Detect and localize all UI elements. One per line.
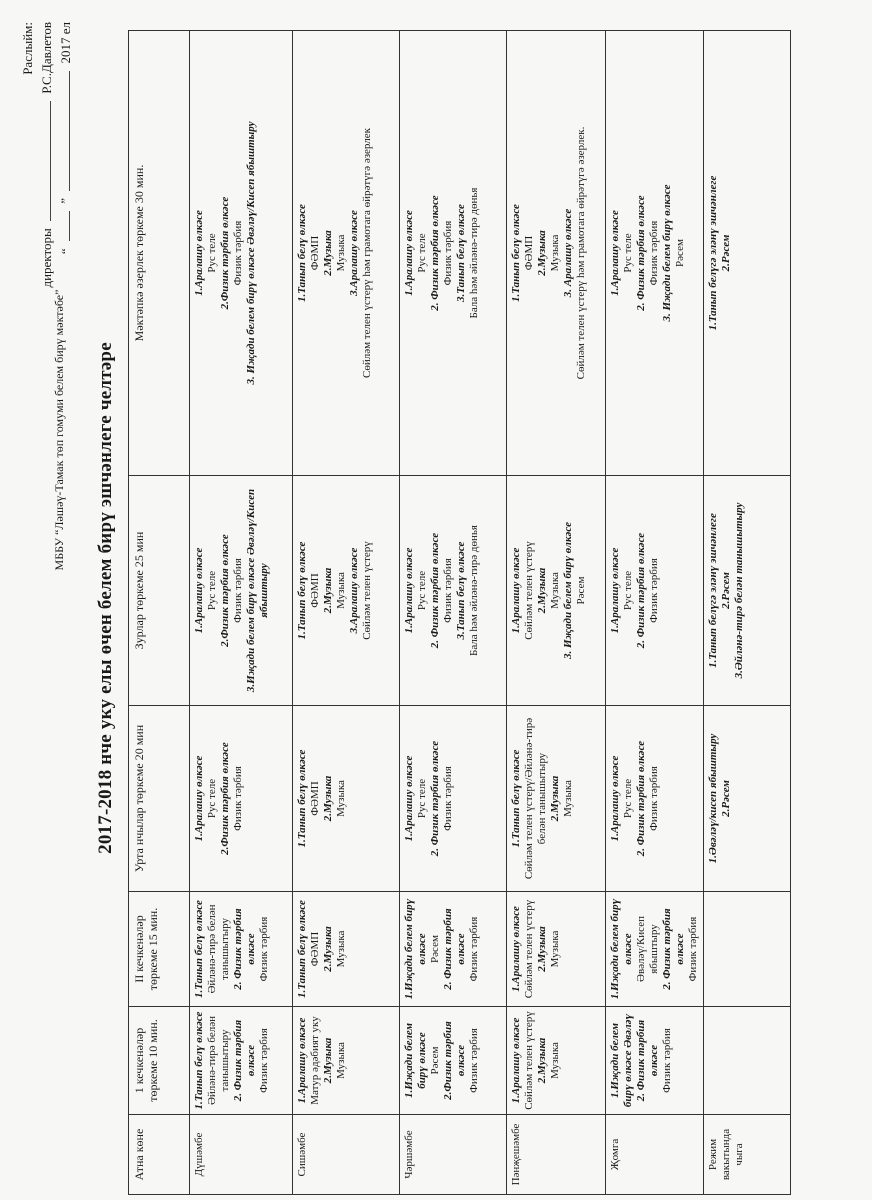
activity-line: Рус теле <box>622 570 634 611</box>
director-label: директоры <box>39 228 54 288</box>
activity-line: Сөйләм телен үстерү <box>523 899 535 999</box>
schedule-table <box>128 30 791 1195</box>
activity-line: Рус теле <box>622 233 634 273</box>
date-quote-close: ” <box>58 198 73 204</box>
weekday-label: Сишәмбе <box>296 1132 308 1177</box>
weekday-label: Чәршәмбе <box>403 1130 415 1179</box>
activity-line: Музыка <box>335 780 347 817</box>
header-group-5: Мәктәпкә әзерлек төркеме 30 мин. <box>129 31 190 476</box>
activity-line: Рус теле <box>206 778 218 819</box>
date-quote-open: “ <box>58 248 73 255</box>
table-row <box>400 31 507 1195</box>
activity-line: 2. Физик тәрбия өлкәсе <box>232 908 257 990</box>
activity-line: 2.Музыка <box>322 567 334 614</box>
activity-line: 1.Иҗади белем бирү өлкәсе <box>403 1023 428 1098</box>
schedule-cell-g2 <box>606 892 704 1007</box>
month-blank <box>69 71 70 191</box>
signature-blank <box>50 101 51 221</box>
activity-line: Физик тәрбия <box>442 766 454 831</box>
activity-line: 3.Аралашу өлкәсе <box>348 210 360 296</box>
activity-line: 3. Иҗади белем бирү өлкәсе <box>661 184 673 322</box>
day-blank <box>69 211 70 241</box>
activity-line: 1.Аралашу өлкәсе <box>403 755 415 842</box>
activity-line: 1.Танып белү өлкәсе <box>296 204 308 302</box>
schedule-cell-g4 <box>704 476 791 706</box>
activity-line: 1.Танып белү өлкәсе <box>296 749 308 848</box>
header-day: Атна көне <box>129 1115 190 1195</box>
activity-line: 2.Музыка <box>536 567 548 614</box>
activity-line: 1.Иҗади белем бирү өлкәсе <box>609 898 634 1000</box>
schedule-cell-g2 <box>400 892 507 1007</box>
activity-line: Сөйләм телен үстерү/Әйләнә-тирә белән танышытыру <box>523 717 548 880</box>
activity-line: 3. Иҗади белем бирү өлкәсе Әвәләү/Кисеп ябыштыру <box>245 121 257 385</box>
activity-line: 2.Рәсем <box>720 780 732 817</box>
table-row <box>190 31 293 1195</box>
activity-line: 1.Аралашу өлкәсе <box>510 906 522 992</box>
activity-line: ФӘМП <box>309 931 321 967</box>
activity-line: 2. Физик тәрбия өлкәсе <box>442 908 467 990</box>
activity-line: Музыка <box>549 572 561 609</box>
weekday-cell <box>704 1115 791 1195</box>
activity-line: Сөйләм телен үстерү һәм грамотага өйрәтүгә әзерлек. <box>575 126 587 380</box>
activity-line: 2. Физик тәрбия өлкәсе <box>635 195 647 311</box>
activity-line: Рәсем <box>429 935 441 963</box>
activity-line: 3.Танып белү өлкәсе <box>455 541 467 640</box>
activity-line: ФӘМП <box>309 781 321 816</box>
activity-line: Рәсем <box>575 576 587 605</box>
weekday-label: Дүшәмбе <box>193 1132 205 1177</box>
schedule-cell-g5 <box>190 31 293 476</box>
table-row <box>293 31 400 1195</box>
activity-line: Физик тәрбия <box>648 220 660 286</box>
activity-line: 2. Физик тәрбия өлкәсе <box>635 1019 660 1102</box>
schedule-cell-g4 <box>190 476 293 706</box>
activity-line: 1.Танып белү өлкәсе <box>510 204 522 302</box>
activity-line: 1.Иҗади белем бирү өлкәсе <box>403 898 428 1000</box>
schedule-cell-g5 <box>400 31 507 476</box>
activity-line: 1.Танып белү өлкәсе <box>296 900 308 998</box>
activity-line: 1.Аралашу өлкәсе <box>403 210 415 296</box>
header-row <box>129 31 190 1195</box>
activity-line: 1.Әвәләү/кисеп ябыштыру <box>707 733 719 864</box>
activity-line: Физик тәрбия <box>468 1028 480 1093</box>
activity-line: Матур әдәбият уку <box>309 1016 321 1105</box>
table-row <box>606 31 704 1195</box>
activity-line: 3.Иҗади белем бирү өлкәсе Әвәләү/Кисеп ябыштыру <box>245 488 270 693</box>
page-title: 2017-2018 нче уку елы өчен белем бирү эшчәнлеге челтәре <box>95 342 116 854</box>
activity-line: 1.Аралашу өлкәсе <box>193 210 205 296</box>
activity-line: 3.Танып белү өлкәсе <box>455 204 467 302</box>
approval-year: 2017 ел <box>58 22 73 64</box>
activity-line: 1.Аралашу өлкәсе <box>193 755 205 842</box>
activity-line: Музыка <box>335 572 347 609</box>
activity-line: 2. Физик тәрбия өлкәсе <box>429 195 441 311</box>
activity-line: 1.Иҗади белем бирү өлкәсе Әвәләү <box>609 1013 634 1108</box>
activity-line: Сөйләм телен үстерү һәм грамотага өйрәтүгә әзерлек <box>361 128 373 378</box>
schedule-cell-g4 <box>400 476 507 706</box>
weekday-cell <box>190 1115 293 1195</box>
activity-line: Физик тәрбия <box>442 220 454 286</box>
schedule-cell-g3 <box>507 706 606 892</box>
director-name: Р.С.Давлетов <box>39 22 54 94</box>
activity-line: Әвәләү/Кисеп ябыштыру <box>635 916 660 982</box>
weekday-label: Җомга <box>609 1138 621 1171</box>
activity-line: Физик тәрбия <box>648 558 660 623</box>
activity-line: Физик тәрбия <box>442 558 454 623</box>
activity-line: Музыка <box>335 1042 347 1079</box>
activity-line: 2. Физик тәрбия өлкәсе <box>429 740 441 857</box>
activity-line: 2.Музыка <box>536 1037 548 1084</box>
activity-line: Физик тәрбия <box>232 220 244 286</box>
activity-line: Физик тәрбия <box>661 1028 673 1093</box>
activity-line: 3.Аралашу өлкәсе <box>348 547 360 634</box>
activity-line: 2. Физик тәрбия өлкәсе <box>429 532 441 649</box>
schedule-cell-g1 <box>190 1007 293 1115</box>
activity-line: Физик тәрбия <box>258 1028 270 1093</box>
activity-line: Рус теле <box>206 570 218 611</box>
activity-line: Рус теле <box>416 570 428 611</box>
activity-line: 1.Танып белүгә эләнү эшчәнлеге <box>707 175 719 331</box>
schedule-cell-g4 <box>293 476 400 706</box>
activity-line: 2.Рәсем <box>720 572 732 609</box>
schedule-cell-g1 <box>293 1007 400 1115</box>
activity-line: 2.Музыка <box>549 775 561 822</box>
activity-line: 2.Физик тәрбия өлкәсе <box>219 742 231 855</box>
schedule-cell-g4 <box>606 476 704 706</box>
activity-line: 1.Танып белүгә эләнү эшчәнлеге <box>707 513 719 668</box>
activity-line: 1.Аралашу өлкәсе <box>609 755 621 842</box>
activity-line: ФӘМП <box>523 235 535 271</box>
activity-line: 1.Аралашу өлкәсе <box>609 547 621 634</box>
schedule-cell-g2 <box>507 892 606 1007</box>
activity-line: Физик тәрбия <box>258 916 270 982</box>
activity-line: 1.Аралашу өлкәсе <box>403 547 415 634</box>
activity-line: Физик тәрбия <box>648 766 660 831</box>
header-group-2: II кечкенәләр төркеме 15 мин. <box>129 892 190 1007</box>
weekday-cell <box>293 1115 400 1195</box>
schedule-cell-g2 <box>293 892 400 1007</box>
activity-line: Физик тәрбия <box>687 916 699 982</box>
activity-line: ФӘМП <box>309 573 321 608</box>
header-group-3: Урта нчылар төркеме 20 мин <box>129 706 190 892</box>
activity-line: Музыка <box>562 780 574 817</box>
activity-line: 3.Әйләнә-тирә белән танышытыру <box>733 502 745 679</box>
table-row <box>704 31 791 1195</box>
schedule-cell-g5 <box>507 31 606 476</box>
activity-line: 2.Физик тәрбия өлкәсе <box>442 1021 467 1100</box>
approval-heading: Раслыйм: <box>20 22 35 75</box>
schedule-cell-g3 <box>400 706 507 892</box>
schedule-cell-g5 <box>293 31 400 476</box>
activity-line: Музыка <box>549 1042 561 1079</box>
activity-line: Рус теле <box>622 778 634 819</box>
weekday-cell <box>606 1115 704 1195</box>
activity-line: Сөйләм телен үстерү <box>523 1011 535 1110</box>
activity-line: Рус теле <box>416 233 428 273</box>
activity-line: 2.Рәсем <box>720 234 732 272</box>
schedule-cell-g5 <box>606 31 704 476</box>
activity-line: Рус теле <box>416 778 428 819</box>
activity-line: 2.Музыка <box>322 926 334 972</box>
activity-line: 1.Аралашу өлкәсе <box>296 1017 308 1104</box>
table-row <box>507 31 606 1195</box>
activity-line: Сөйләм телен үстерү <box>361 541 373 640</box>
activity-line: 1.Аралашу өлкәсе <box>193 547 205 634</box>
weekday-label: Пәнҗешәмбе <box>510 1123 522 1186</box>
activity-line: Бала һәм әйләнә-тирә дөнья <box>468 525 480 656</box>
activity-line: Музыка <box>335 234 347 272</box>
activity-line: 3. Аралашу өлкәсе <box>562 208 574 298</box>
activity-line: 1.Танып белү өлкәсе <box>296 541 308 640</box>
school-name: МББУ “Ләшәү-Тамак төп гомуми белем бирү мәктәбе” <box>52 289 66 571</box>
header-group-1: 1 кечкенәләр төркеме 10 мин. <box>129 1007 190 1115</box>
activity-line: 2.Музыка <box>322 1037 334 1084</box>
activity-line: 1.Аралашу өлкәсе <box>510 1017 522 1104</box>
activity-line: 2.Физик тәрбия өлкәсе <box>219 196 231 310</box>
activity-line: Рәсем <box>674 239 686 267</box>
activity-line: 2. Физик тәрбия өлкәсе <box>661 908 686 990</box>
activity-line: Рәсем <box>429 1046 441 1075</box>
activity-line: 2. Физик тәрбия өлкәсе <box>635 740 647 857</box>
activity-line: Музыка <box>335 930 347 968</box>
activity-line: 2. Физик тәрбия өлкәсе <box>635 532 647 649</box>
schedule-cell-g1 <box>507 1007 606 1115</box>
activity-line: 2.Физик тәрбия өлкәсе <box>219 534 231 647</box>
activity-line: 1.Аралашу өлкәсе <box>609 210 621 296</box>
activity-line: ФӘМП <box>309 235 321 271</box>
activity-line: 1.Танып белү өлкәсе <box>193 900 205 998</box>
activity-line: 3. Иҗади белем бирү өлкәсе <box>562 521 574 660</box>
activity-line: Әйләнә-тирә белән танышытыру <box>206 1015 231 1106</box>
header-group-4: Зурлар төркеме 25 мин <box>129 476 190 706</box>
schedule-cell-g1 <box>400 1007 507 1115</box>
schedule-cell-g2 <box>704 892 791 1007</box>
schedule-cell-g3 <box>704 706 791 892</box>
activity-line: Физик тәрбия <box>232 558 244 623</box>
activity-line: 1.Танып белү өлкәсе <box>193 1011 205 1110</box>
activity-line: Музыка <box>549 930 561 968</box>
schedule-cell-g4 <box>507 476 606 706</box>
activity-line: Физик тәрбия <box>468 916 480 982</box>
schedule-cell-g3 <box>606 706 704 892</box>
weekday-label: Режим вакытында чыга <box>707 1128 745 1181</box>
activity-line: Музыка <box>549 234 561 272</box>
activity-line: 2.Музыка <box>536 230 548 276</box>
activity-line: 2.Музыка <box>322 230 334 276</box>
schedule-cell-g1 <box>704 1007 791 1115</box>
activity-line: Сөйләм телен үстерү <box>523 541 535 640</box>
activity-line: Физик тәрбия <box>232 766 244 831</box>
activity-line: Әйләнә-тирә белән танышытыру <box>206 904 231 994</box>
activity-line: 1.Танып белү өлкәсе <box>510 749 522 848</box>
weekday-cell <box>507 1115 606 1195</box>
schedule-cell-g3 <box>293 706 400 892</box>
schedule-cell-g3 <box>190 706 293 892</box>
activity-line: 2. Физик тәрбия өлкәсе <box>232 1019 257 1102</box>
weekday-cell <box>400 1115 507 1195</box>
schedule-cell-g2 <box>190 892 293 1007</box>
activity-line: 2.Музыка <box>322 775 334 822</box>
activity-line: 1.Аралашу өлкәсе <box>510 547 522 634</box>
activity-line: 2.Музыка <box>536 926 548 972</box>
activity-line: Бала һәм әйләнә-тирә дөнья <box>468 187 480 319</box>
activity-line: Рус теле <box>206 233 218 273</box>
schedule-cell-g1 <box>606 1007 704 1115</box>
schedule-cell-g5 <box>704 31 791 476</box>
